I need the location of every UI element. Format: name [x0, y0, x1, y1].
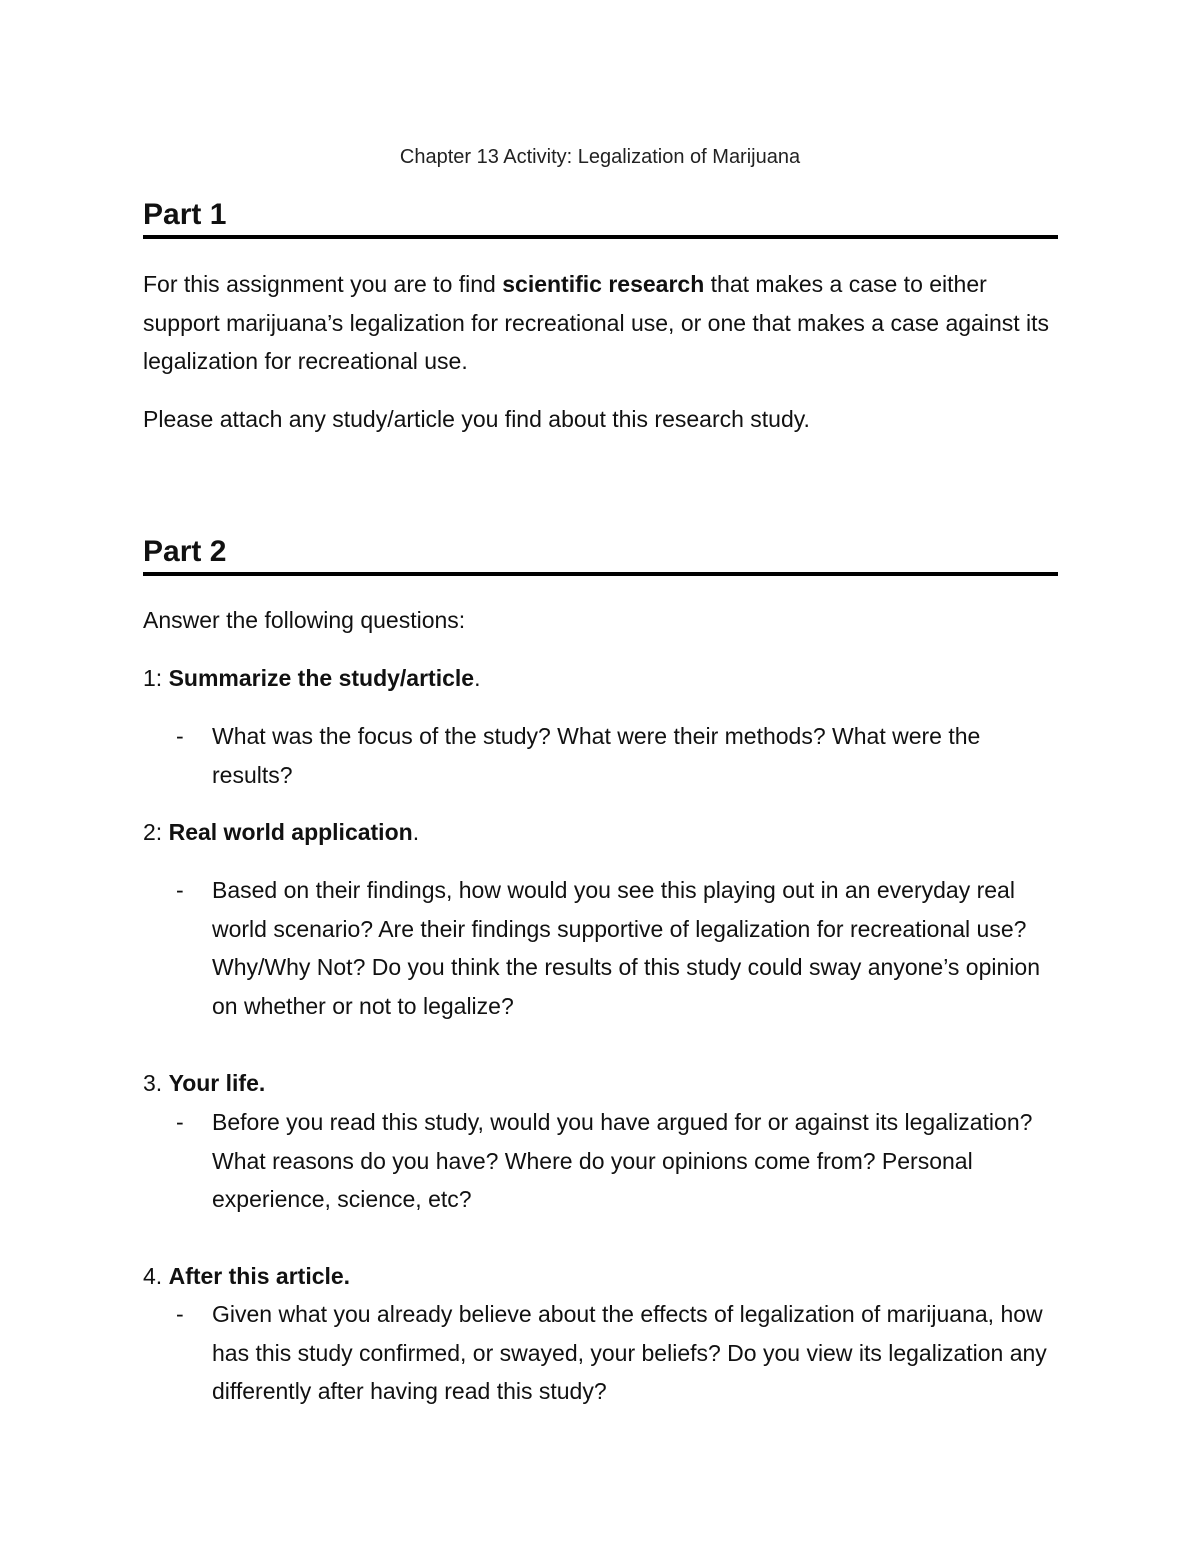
- question-4-prompt-text: Given what you already believe about the effects of legalization of marijuana, how has this study confirmed, or swayed, your beliefs? Do you view its legalization any differently after having read this study?: [212, 1301, 1047, 1404]
- part1-heading: Part 1: [143, 198, 227, 231]
- question-2-prompt-text: Based on their findings, how would you see this playing out in an everyday real world scenario? Are their findings supportive of legalization for recreational use? Why/Why Not? Do you think the results of this study could sway anyone’s opinion on whether or not to legalize?: [212, 877, 1040, 1019]
- part1-intro-paragraph: [143, 265, 1063, 381]
- document-title: Chapter 13 Activity: Legalization of Marijuana: [399, 146, 801, 168]
- question-4-number: 4.: [143, 1263, 169, 1289]
- part1-intro-text: For this assignment you are to find: [143, 271, 503, 297]
- question-1-prompt-text: What was the focus of the study? What were their methods? What were the results?: [212, 723, 981, 788]
- bullet-dash: -: [176, 877, 184, 903]
- part1-intro-text-rest: that makes a case to either support marijuana’s legalization for recreational use, or one that makes a case against its legalization for recreational use.: [143, 271, 1050, 374]
- question-1-prompt: [143, 717, 1063, 794]
- question-1-suffix: .: [474, 665, 481, 691]
- question-2-number: 2:: [143, 819, 169, 845]
- bullet-dash: -: [176, 723, 184, 749]
- part1-intro-bold: scientific research: [502, 271, 705, 297]
- question-4-title: After this article.: [168, 1263, 351, 1289]
- question-3-prompt: [143, 1103, 1063, 1219]
- question-2-title: Real world application: [168, 819, 413, 845]
- question-2-suffix: .: [412, 819, 420, 845]
- bullet-dash: -: [176, 1301, 184, 1327]
- bullet-dash: -: [176, 1109, 184, 1135]
- question-1-title: Summarize the study/article: [168, 665, 475, 691]
- question-3-label: [143, 1064, 1063, 1103]
- part1-divider: [143, 235, 1058, 239]
- question-3-prompt-text: Before you read this study, would you have argued for or against its legalization? What reasons do you have? Where do your opinions come from? Personal experience, science, etc?: [212, 1109, 1033, 1212]
- part1-attach-note: Please attach any study/article you find about this research study.: [143, 406, 810, 432]
- part2-instruction: Answer the following questions:: [143, 607, 466, 633]
- question-3-number: 3.: [143, 1070, 169, 1096]
- question-4-prompt: [143, 1295, 1063, 1411]
- question-2-prompt: [143, 871, 1063, 1025]
- part2-divider: [143, 572, 1058, 576]
- question-1-number: 1:: [143, 665, 169, 691]
- question-2-label: [143, 813, 1063, 852]
- question-4-label: [143, 1257, 1063, 1296]
- question-1-label: [143, 659, 1063, 698]
- part2-heading: Part 2: [143, 535, 227, 568]
- question-3-title: Your life.: [168, 1070, 266, 1096]
